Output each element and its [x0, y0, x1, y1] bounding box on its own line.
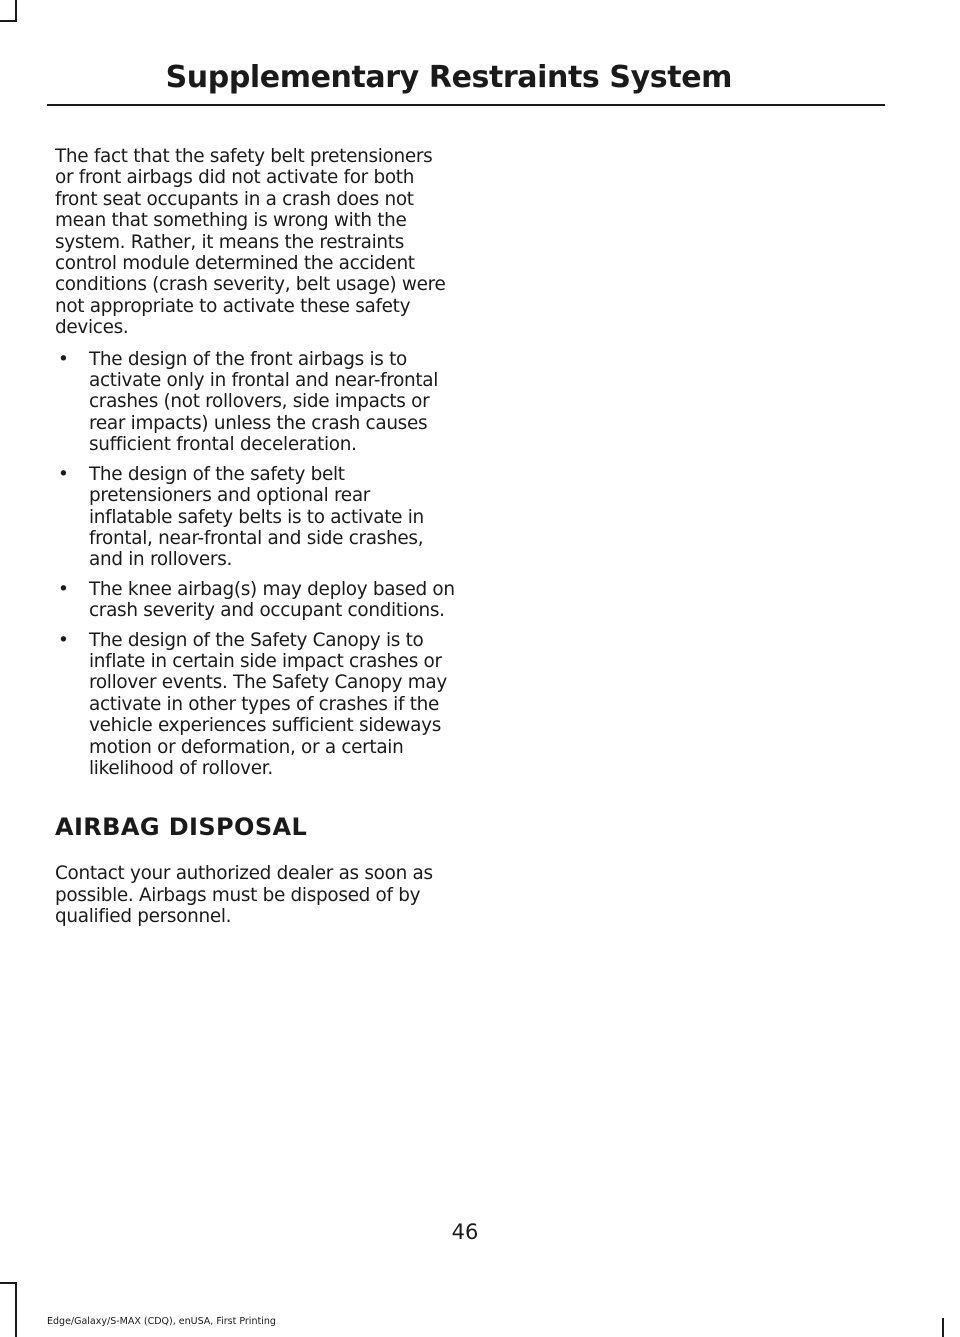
crop-mark-bottom-left-vertical	[15, 1282, 17, 1337]
crop-mark-bottom-left-horizontal	[0, 1282, 17, 1284]
list-item-text: The design of the Safety Canopy is to inflate in certain side impact crashes or rollover events. The Safety Canopy may activate in other types of crashes if the vehicle experiences sufficient sideways motion or deformation, or a certain likelihood of rollover.	[89, 629, 447, 779]
bullet-icon: •	[58, 463, 69, 485]
list-item-text: The design of the safety belt pretensioners and optional rear inflatable safety belts is to activate in frontal, near-frontal and side crashes, and in rollovers.	[89, 463, 424, 571]
section-paragraph: Contact your authorized dealer as soon as possible. Airbags must be disposed of by qualified personnel.	[55, 863, 433, 928]
list-item-text: The knee airbag(s) may deploy based on crash severity and occupant conditions.	[89, 578, 455, 622]
document-info: Edge/Galaxy/S-MAX (CDQ), enUSA, First Printing	[47, 1316, 276, 1327]
list-item-text: The design of the front airbags is to activate only in frontal and near-frontal crashes (not rollovers, side impacts or rear impacts) unless the crash causes sufficient frontal deceleration.	[89, 348, 439, 456]
bullet-icon: •	[58, 578, 69, 600]
bullet-icon: •	[58, 629, 69, 651]
list-item	[55, 349, 455, 456]
header-divider	[47, 104, 885, 106]
list-item	[55, 464, 455, 571]
crop-mark-bottom-right-vertical	[942, 1318, 944, 1337]
crop-mark-top-left-horizontal	[0, 20, 17, 22]
section-heading: AIRBAG DISPOSAL	[55, 813, 308, 842]
page-number: 46	[451, 1220, 479, 1244]
bullet-list	[55, 349, 455, 780]
bullet-icon: •	[58, 348, 69, 370]
intro-paragraph: The fact that the safety belt pretensioners or front airbags did not activate for both front seat occupants in a crash does not mean that something is wrong with the system. Rather, it means the restraints control module determined the accident conditions (crash severity, belt usage) were not appropriate to activate these safety devices.	[55, 146, 446, 339]
page-title: Supplementary Restraints System	[165, 60, 732, 95]
crop-mark-top-left-vertical	[15, 0, 17, 22]
main-content	[55, 146, 455, 928]
list-item	[55, 579, 455, 622]
list-item	[55, 630, 455, 780]
